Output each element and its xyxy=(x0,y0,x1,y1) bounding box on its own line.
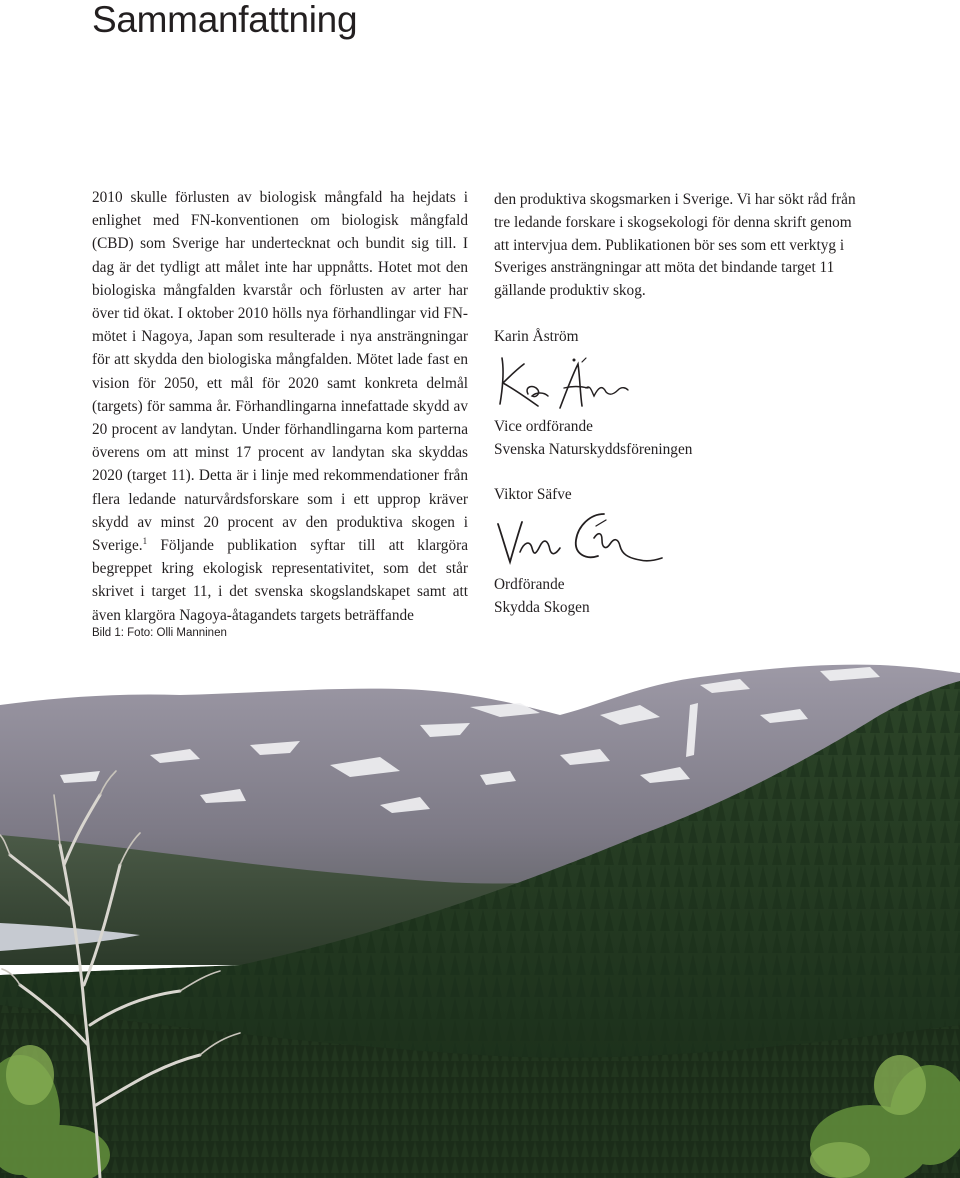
summary-paragraph xyxy=(92,186,468,627)
landscape-photo xyxy=(0,645,960,1178)
page-title: Sammanfattning xyxy=(92,0,358,40)
signature-karin-astrom xyxy=(494,352,634,414)
summary-text: 2010 skulle förlusten av biologisk mångfald ha hejdats i enlighet med FN-konventionen om biologisk mångfald (CBD) som Sverige har undertecknat och bundit sig till. I dag är det tydligt att målet inte har uppnåtts. Hotet mot den biologiska mångfalden kvarstår och förlusten av arter har över tid ökat. I oktober 2010 hölls nya förhandlingar vid FN-mötet i Nagoya, Japan som resulterade i nya ansträngningar för att skydda den biologiska mångfalden. Mötet lade fast en vision för 2050, ett mål för 2020 samt konkreta delmål (targets) för samma år. Förhandlingarna innefattade skydd av 20 procent av landytan. Under förhandlingarna kom parterna överens om att minst 17 procent av landytan ska skyddas 2020 (target 11). Detta är i linje med rekommendationer från flera ledande naturvårdsforskare som i ett upprop kräver skydd av minst 20 procent av den produktiva skogen i Sverige. xyxy=(92,189,468,555)
signatory-organization-2: Skydda Skogen xyxy=(494,598,590,616)
signatory-role-1 xyxy=(494,416,692,462)
signatory-name-1: Karin Åström xyxy=(494,328,579,345)
footnote-ref[interactable]: 1 xyxy=(142,535,148,546)
signatory-title-1: Vice ordförande xyxy=(494,418,593,435)
summary-left-column xyxy=(92,186,468,627)
summary-paragraph-right: den produktiva skogsmarken i Sverige. Vi har sökt råd från tre ledande forskare i skogsekologi för denna skrift genom att intervjua dem. Publikationen bör ses som ett verktyg i Sveriges ansträngningar att möta det bindande target 11 gällande produktiv skog. xyxy=(494,191,856,300)
photo-caption: Bild 1: Foto: Olli Manninen xyxy=(92,627,227,639)
summary-right-column xyxy=(494,189,870,303)
signatory-role-2 xyxy=(494,574,590,620)
signatory-name-2: Viktor Säfve xyxy=(494,486,572,503)
signature-viktor-safve xyxy=(494,508,664,580)
summary-text-cont: Följande publikation syftar till att klargöra begreppet kring ekologisk representativitet, som det står skrivet i target 11, i det svenska skogslandskapet samt att även klargöra Nagoya-åtagandets targets beträffande xyxy=(92,537,468,624)
signatory-organization-1: Svenska Naturskyddsföreningen xyxy=(494,440,693,458)
signatory-title-2: Ordförande xyxy=(494,576,565,593)
